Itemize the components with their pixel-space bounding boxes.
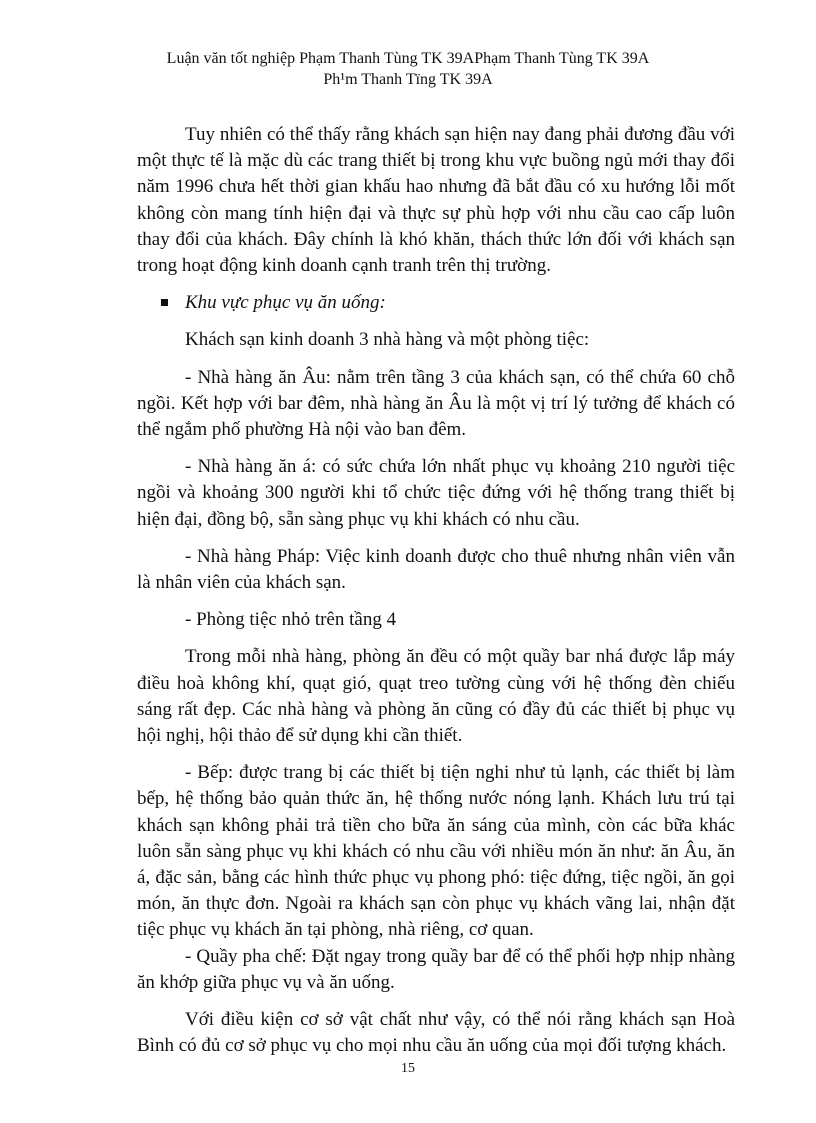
running-header [120,48,696,90]
paragraph-european-restaurant: - Nhà hàng ăn Âu: nằm trên tầng 3 của khách sạn, có thể chứa 60 chỗ ngồi. Kết hợp với bar đêm, nhà hàng ăn Âu là một vị trí lý tưởng để khách có thể ngắm phố phường Hà nội vào ban đêm. [137,366,735,441]
paragraph-restaurant-equipment: Trong mỗi nhà hàng, phòng ăn đều có một quầy bar nhá được lắp máy điều hoà không khí, quạt gió, quạt treo tường cùng với hệ thống đèn chiếu sáng rất đẹp. Các nhà hàng và phòng ăn cũng có đầy đủ các thiết bị phục vụ hội nghị, hội thảo để sử dụng khi cần thiết. [137,646,735,747]
page-number: 15 [401,1061,415,1076]
paragraph-equipment-challenge: Tuy nhiên có thể thấy rằng khách sạn hiện nay đang phải đương đầu với một thực tế là mặc dù các trang thiết bị trong khu vực buồng ngủ mới thay đổi năm 1996 chưa hết thời gian khấu hao nhưng đã bắt đầu có xu hướng lỗi mốt không còn mang tính hiện đại và thực sự phù hợp với nhu cầu cao cấp luôn thay đổi của khách. Đây chính là khó khăn, thách thức lớn đối với khách sạn trong hoạt động kinh doanh cạnh tranh trên thị trường. [137,124,735,277]
square-bullet-icon [161,299,168,306]
document-body [137,122,735,1071]
header-line-1: Luận văn tốt nghiệp Phạm Thanh Tùng TK 39APhạm Thanh Tùng TK 39A [166,50,650,67]
paragraph-asian-restaurant: - Nhà hàng ăn á: có sức chứa lớn nhất phục vụ khoảng 210 người tiệc ngồi và khoảng 300 người khi tổ chức tiệc đứng với hệ thống trang thiết bị hiện đại, đồng bộ, sẵn sàng phục vụ khi khách có nhu cầu. [137,456,735,530]
paragraph-restaurants-intro: Khách sạn kinh doanh 3 nhà hàng và một phòng tiệc: [185,329,590,351]
paragraph-french-restaurant: - Nhà hàng Pháp: Việc kinh doanh được cho thuê nhưng nhân viên vẫn là nhân viên của khách sạn. [137,545,735,594]
paragraph-bar-counter: - Quầy pha chế: Đặt ngay trong quầy bar để có thể phối hợp nhịp nhàng ăn khớp giữa phục vụ và ăn uống. [137,945,735,993]
paragraph-kitchen: - Bếp: được trang bị các thiết bị tiện nghi như tủ lạnh, các thiết bị làm bếp, hệ thống bảo quản thức ăn, hệ thống nước nóng lạnh. Khách lưu trú tại khách sạn không phải trả tiền cho bữa ăn sáng của mình, còn các bữa khác luôn sẵn sàng phục vụ khi khách có nhu cầu với nhiều món ăn như: ăn Âu, ăn á, đặc sản, bằng các hình thức phục vụ phong phó: tiệc đứng, tiệc ngồi, ăn gọi món, ăn thực đơn. Ngoài ra khách sạn còn phục vụ khách vãng lai, nhận đặt tiệc phục vụ khách ăn tại phòng, nhà riêng, cơ quan. [137,762,735,941]
header-line-2: Ph¹m Thanh Tïng TK 39A [323,71,493,88]
paragraph-conclusion: Với điều kiện cơ sở vật chất như vậy, có thể nói rằng khách sạn Hoà Bình có đủ cơ sở phục vụ cho mọi nhu cầu ăn uống của mọi đối tượng khách. [137,1009,735,1057]
section-heading-text: Khu vực phục vụ ăn uống: [185,292,386,314]
section-heading-food-service [137,290,735,316]
paragraph-small-banquet-room: - Phòng tiệc nhỏ trên tầng 4 [185,609,397,631]
